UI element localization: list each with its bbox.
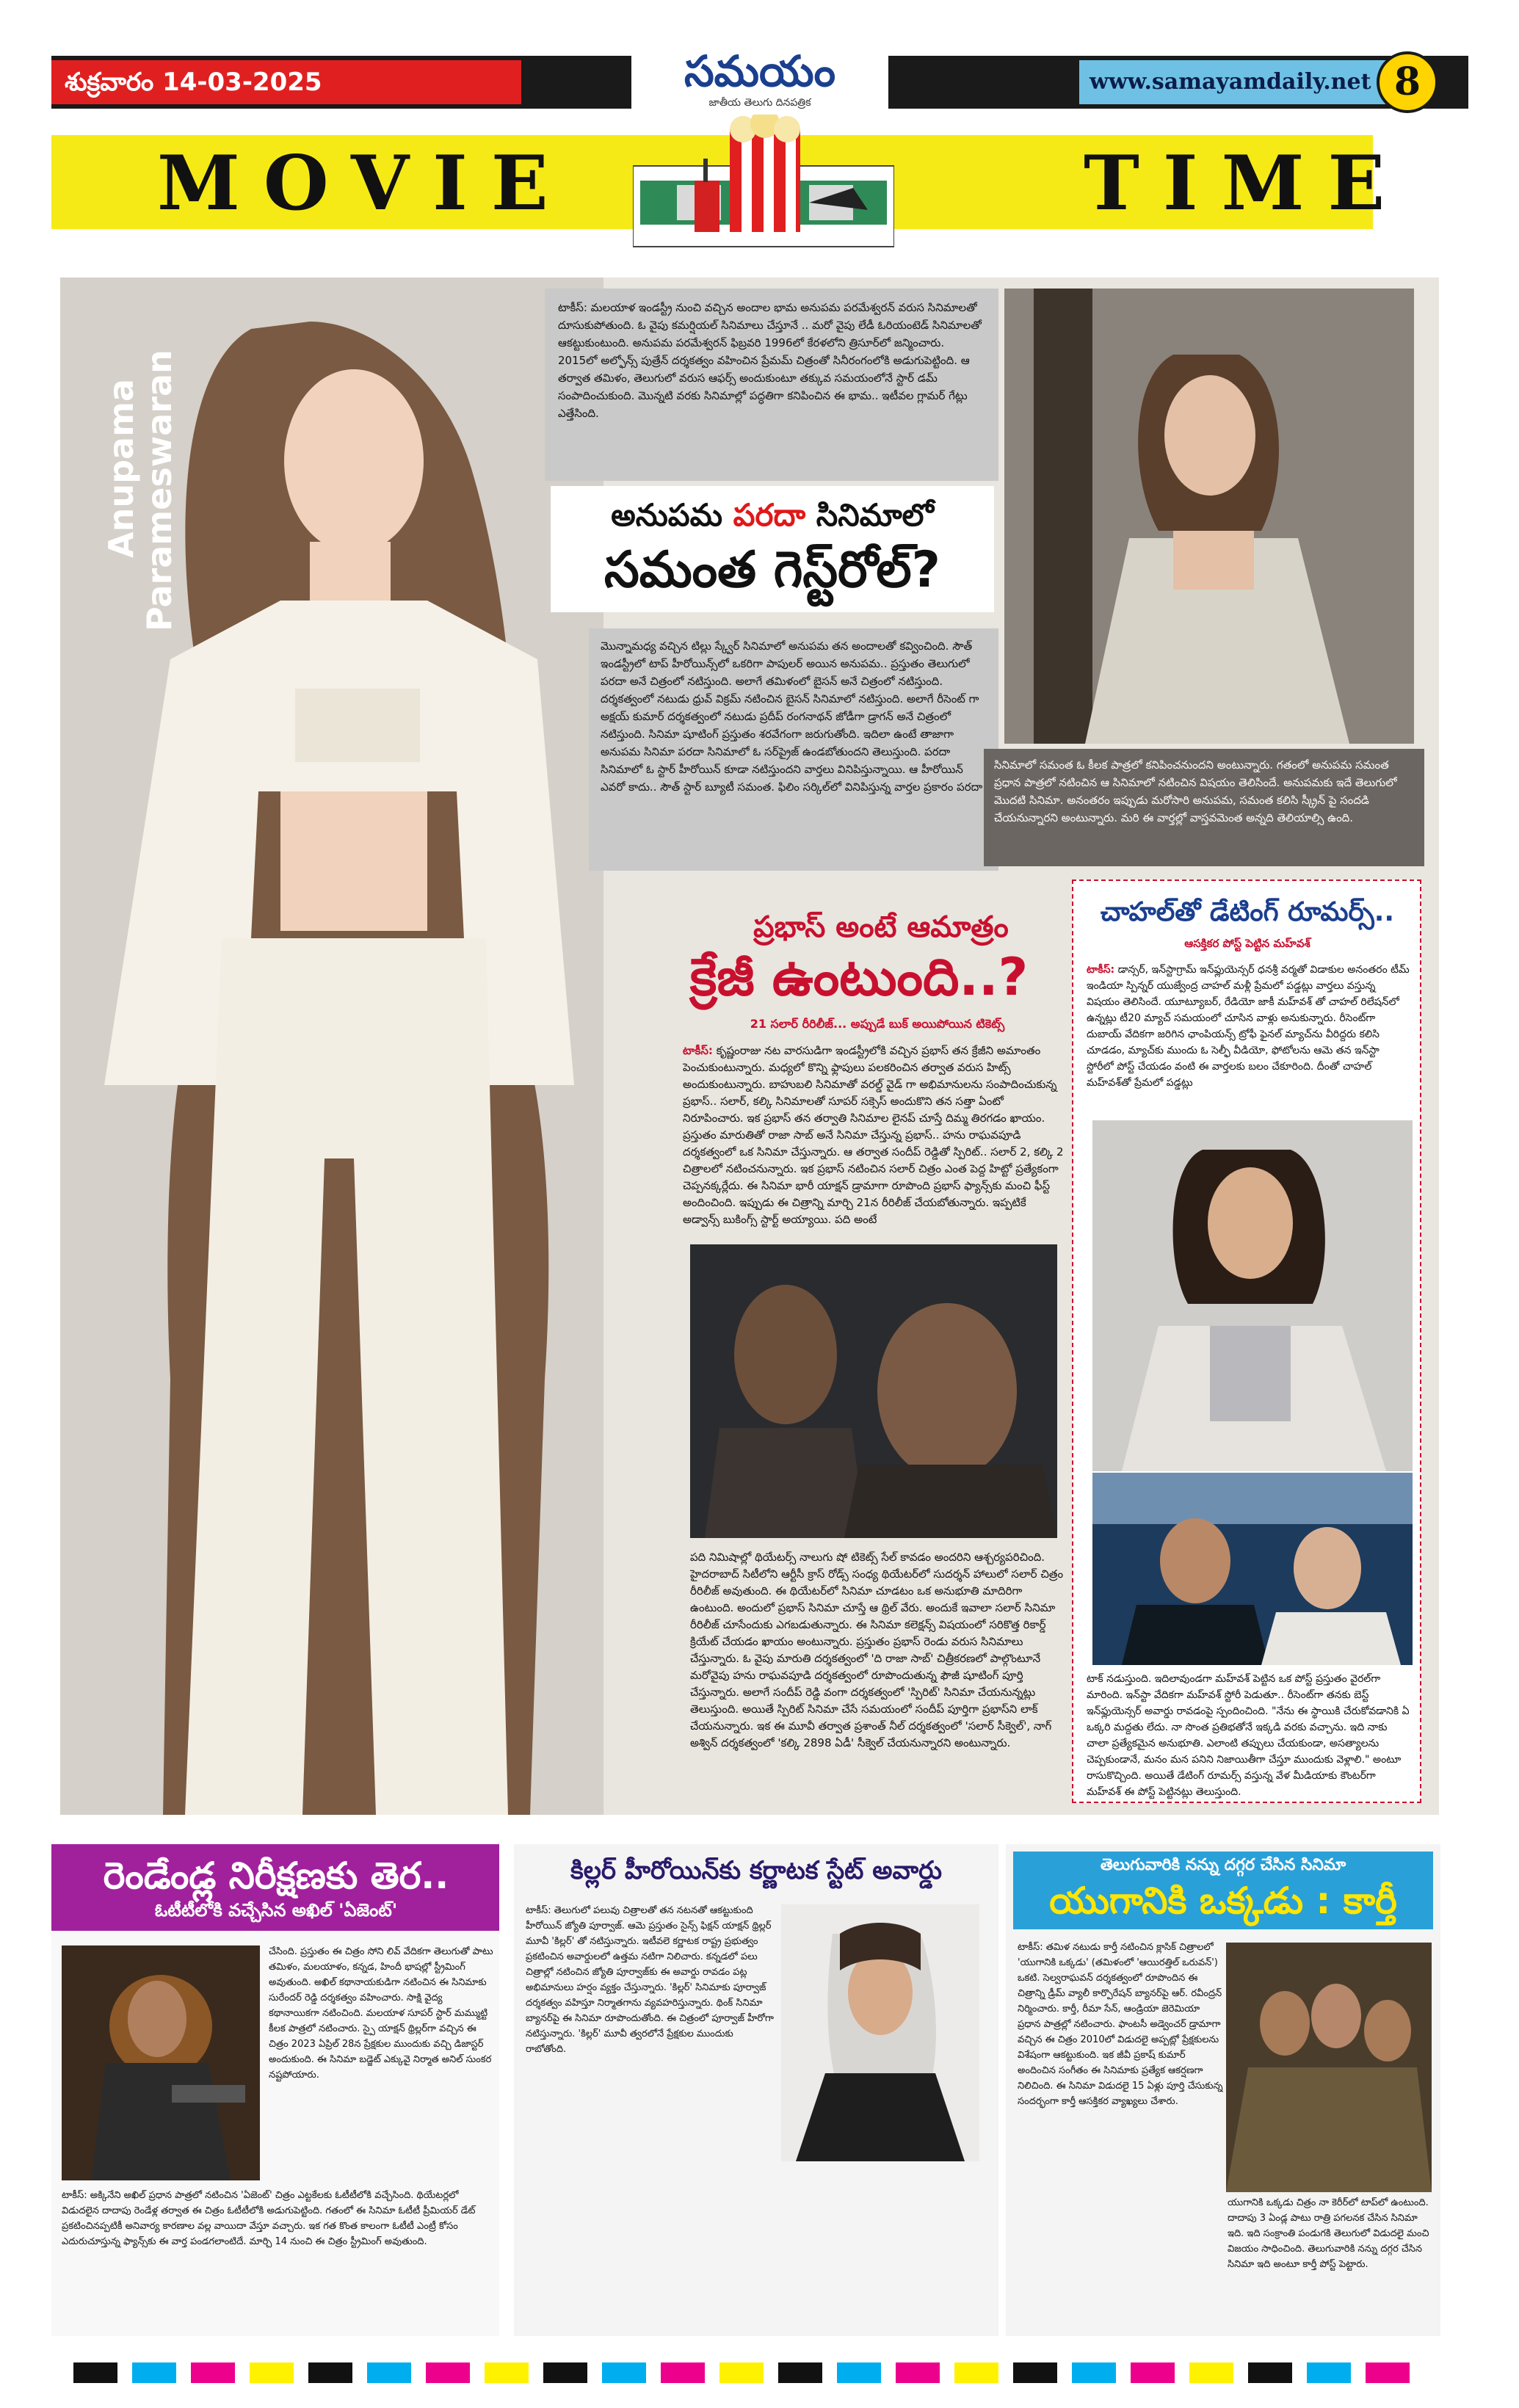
akhil-body-bottom: టాకీస్: అక్కినేని అఖిల్ ప్రధాన పాత్రలో నటించిన 'ఏజెంట్' చిత్రం ఎట్టకేలకు ఓటీటీలోకి వచ్చేసింది. థియేటర్లలో విడుదలైన దాదాపు రెండేళ్ల తర్వాత ఈ చిత్రం ఓటీటీలోకి అడుగుపెట్టింది. గతంలో ఈ సినిమా ఓటీటీ ప్రీమియర్ డేట్ ప్రకటించినప్పటికీ అనివార్య కారణాల వల్ల వాయిదా వేస్తూ వచ్చారు. ఇక గత కొంత కాలంగా ఓటీటీ ఎంట్రీ కోసం ఎదురుచూస్తున్న ఫ్యాన్స్‌కు ఈ వార్త పండగలాంటిదే. మార్చి 14 నుంచి ఈ చిత్రం స్ట్రీమింగ్ అవుతుంది.	[62, 2190, 476, 2247]
prabhas-body-1	[683, 1042, 1065, 1241]
prabhas-body-2: పది నిమిషాల్లో థియేటర్స్ నాలుగు షో టికెట్స్ సేల్ కావడం అందరిని ఆశ్చర్యపరిచింది. హైదరాబాద్ సిటీలోని ఆర్టీసీ క్రాస్ రోడ్స్ సంధ్య థియేటర్‌లో సుదర్శన్ హాలులో సలార్ చిత్రం రీరిలీజ్ అవుతుంది. ఈ థియేటర్‌లో సినిమా చూడటం ఒక అనుభూతి మాదిరిగా ఉంటుంది. అందులో ప్రభాస్ సినిమా చూస్తే ఆ థ్రిల్ వేరు. అందుకే ఇవాలా సలార్ సినిమా రీరిలీజ్ చూసేందుకు ఎగబడుతున్నారు. ఈ సినిమా కలెక్షన్స్ విషయంలో సరికొత్త రికార్డ్ క్రియేట్ చేయడం ఖాయం అంటున్నారు. ప్రస్తుతం ప్రభాస్ రెండు వరుస సినిమాలు చేస్తున్నారు. ఓ వైపు మారుతి దర్శకత్వంలో 'ది రాజా సాబ్' చిత్రీకరణలో పాల్గొంటూనే మరోవైపు హను రాఘవపూడి దర్శకత్వంలో రూపొందుతున్న ఫౌజీ షూటింగ్ పూర్తి చేస్తున్నారు. అలాగే సందీప్ రెడ్డి వంగా దర్శకత్వంలో 'స్పిరిట్' సినిమా చేయనున్నట్లు తెలుస్తుంది. అయితే స్పిరిట్ సినిమా చేసే సమయంలో సందీప్ పూర్తిగా ప్రభాస్‌ని లాక్ చేయనున్నారు. ఇక ఈ మూవీ తర్వాత ప్రశాంత్ నీల్ దర్శకత్వంలో 'సలార్ సీక్వెల్', నాగ్ అశ్విన్ దర్శకత్వంలో 'కల్కి 2898 ఏడీ' సీక్వెల్ చేయనున్నారని అంటున్నారు.	[690, 1551, 1064, 1749]
anupama-intro-text: టాకీస్: మలయాళ ఇండస్ట్రీ నుంచి వచ్చిన అందాల భామ అనుపమ పరమేశ్వరన్ వరుస సినిమాలతో దూసుకుపోతుంది. ఓ వైపు కమర్షియల్ సినిమాలు చేస్తూనే .. మరో వైపు లేడీ ఓరియంటెడ్ సినిమాలతో ఆకట్టుకుంటుంది. అనుపమ పరమేశ్వరన్ ఫిబ్రవరి 1996లో కేరళలోని త్రిసూర్‌లో జన్మించారు. 2015లో అల్ఫోన్స్ పుత్రేన్ దర్శకత్వం వహించిన ప్రేమమ్ చిత్రంతో సినీరంగంలోకి అడుగుపెట్టింది. ఆ తర్వాత తమిళం, తెలుగులో వరుస ఆఫర్స్ అందుకుంటూ తక్కువ సమయంలోనే స్టార్ డమ్ సంపాదించుకుంది. మొన్నటి వరకు సినిమాల్లో పద్ధతిగా కనిపించిన ఈ భామ.. ఇటీవల గ్లామర్ గేట్లు ఎత్తేసింది.	[545, 289, 998, 481]
akhil-headline: రెండేండ్ల నిరీక్షణకు తెర..	[103, 1854, 449, 1897]
logo-name: సమయం	[684, 46, 836, 96]
akhil-subhead: ఓటీటీలోకి వచ్చేసిన అఖిల్ 'ఏజెంట్'	[154, 1900, 398, 1921]
printer-registration-strip	[73, 2358, 1439, 2387]
karthi-headline: యుగానికి ఒక్కడు : కార్తీ	[1049, 1879, 1397, 1922]
issue-date: శుక్రవారం 14-03-2025	[51, 60, 521, 104]
hero-name-label	[72, 345, 189, 639]
samantha-caption: సినిమాలో సమంత ఓ కీలక పాత్రలో కనిపించనుందని అంటున్నారు. గతంలో అనుపమ సమంత ప్రధాన పాత్రలో నటించిన ఆ సినిమాలో నటించిన విషయం తెలిసిందే. అనుపమకు ఇదే తెలుగులో మొదటి సినిమా. అనంతరం ఇప్పుడు మరోసారి అనుపమ, సమంత కలిసి స్క్రీన్ పై సందడి చేయనున్నారని అంటున్నారు. మరి ఈ వార్తల్లో వాస్తవమెంత అన్నది తెలియాల్సి ఉంది.	[984, 749, 1424, 866]
samantha-photo	[1004, 289, 1414, 744]
prabhas-kicker: ప్రభాస్ అంటే ఆమాత్రం	[753, 910, 1009, 944]
prabhas-subhead: 21 సలార్ రీరిలీజ్... అప్పుడే బుక్ అయిపోయిన టికెట్స్	[750, 1017, 1005, 1031]
karthi-kicker: తెలుగువారికి నన్ను దగ్గర చేసిన సినిమా	[1100, 1856, 1346, 1874]
headline-pre: అనుపమ	[611, 497, 723, 533]
jyothi-poorvaj-photo	[781, 1904, 979, 2161]
headline-main: సమంత గెస్ట్‌రోల్?	[604, 541, 940, 599]
anupama-body-text: మొన్నామధ్య వచ్చిన టిల్లు స్క్వేర్ సినిమాలో అనుపమ తన అందాలతో కవ్వించింది. సౌత్ ఇండస్ట్రీలో టాప్ హీరోయిన్స్‌లో ఒకరిగా పాపులర్ అయిన అనుపమ.. ప్రస్తుతం తెలుగులో పరదా అనే చిత్రంలో నటిస్తుంది. అలాగే తమిళంలో బైసన్ అనే చిత్రంలో నటిస్తుంది. దర్శకత్వంలో నటుడు ధ్రువ్ విక్రమ్ నటించిన బైసన్ సినిమాలో నటిస్తుంది. అలాగే రీసెంట్ గా అక్షయ్ కుమార్ దర్శకత్వంలో నటుడు ప్రదీప్ రంగనాథన్ జోడీగా డ్రాగన్ అనే చిత్రంలో నటిస్తుంది. సినిమా షూటింగ్ ప్రస్తుతం శరవేగంగా జరుగుతోంది. ఇదిలా ఉంటే తాజాగా అనుపమ సినిమా పరదా సినిమాలో ఓ సర్‌ప్రైజ్ ఉండబోతుందని తెలుస్తుంది. పరదా సినిమాలో ఓ స్టార్ హీరోయిన్ కూడా నటిస్తుందని వార్తలు వినిపిస్తున్నాయి. ఆ హీరోయిన్ ఎవరో కాదు.. సౌత్ స్టార్ బ్యూటీ సమంత. ఫిలిం సర్కిల్‌లో వినిపిస్తున్న వార్తల ప్రకారం పరదా	[589, 628, 998, 871]
chahal-subhead: ఆసక్తికర పోస్ట్ పెట్టిన మహ్‌వశ్	[1184, 937, 1310, 950]
chahal-mahvash-stadium-photo	[1092, 1473, 1413, 1665]
banner-word-movie: MOVIE	[157, 139, 572, 228]
akhil-body-right: చేసింది. ప్రస్తుతం ఈ చిత్రం సోని లివ్ వేదికగా తెలుగుతో పాటు తమిళం, మలయాళం, కన్నడ, హిందీ భాషల్లో స్ట్రీమింగ్ అవుతుంది. అఖిల్ కథానాయకుడిగా నటించిన ఈ సినిమాకు సురేందర్ రెడ్డి దర్శకత్వం వహించారు. సాక్షి వైద్య కథానాయికగా నటించింది. మలయాళ సూపర్ స్టార్ మమ్ముట్టి కీలక పాత్రలో నటించారు. స్పై యాక్షన్ థ్రిల్లర్‌గా వచ్చిన ఈ చిత్రం 2023 ఏప్రిల్ 28న ప్రేక్షకుల ముందుకు వచ్చి డిజాస్టర్ అందుకుంది. ఈ సినిమా బడ్జెట్ ఎక్కువై నిర్మాత అనిల్ సుంకర నష్టపోయారు.	[269, 1946, 493, 2081]
prabhas-byline: టాకీస్:	[683, 1044, 713, 1057]
salaar-still-photo	[690, 1244, 1057, 1538]
hero-name-first: Anupama	[101, 378, 141, 558]
chahal-headline: చాహల్‌తో డేటింగ్ రూమర్స్..	[1100, 897, 1395, 927]
page-number: 8	[1377, 51, 1438, 113]
chahal-body-2: టాక్ నడుస్తుంది. ఇదిలావుండగా మహ్‌వశ్ పెట్టిన ఒక పోస్ట్ ప్రస్తుతం వైరల్‌గా మారింది. ఇన్‌స్టా వేదికగా మహ్‌వశ్ స్టోరీ పెడుతూ.. రీసెంట్‌గా తనకు బెస్ట్ ఇన్‌ఫ్లుయెన్సర్ అవార్డు రావడంపై స్పందించింది. "నేను ఈ స్థాయికి చేరుకోవడానికి ఏ ఒక్కరి మద్దతు లేదు. నా సొంత ప్రతిభతోనే ఇక్కడి వరకు వచ్చాను. ఇది నాకు చాలా ప్రత్యేకమైన అనుభూతి. ఎలాంటి తప్పులు చేయకుండా, అసత్యాలను చెప్పకుండానే, మనం మన పనిని నిజాయితీగా చేస్తూ ముందుకు వెళ్లాలి." అంటూ రాసుకొచ్చింది. అయితే డేటింగ్ రూమర్స్ వస్తున్న వేళ మీడియాకు కౌంటర్‌గా మహ్‌వశ్ ఈ పోస్ట్ పెట్టినట్లు తెలుస్తుంది.	[1087, 1673, 1410, 1798]
killer-headline: కిల్లర్ హీరోయిన్‌కు కర్ణాటక స్టేట్ అవార్డు	[570, 1856, 943, 1885]
prabhas-headline: క్రేజీ ఉంటుంది..?	[689, 947, 1029, 1007]
hero-name-second: Parameswaran	[139, 349, 179, 631]
yuganiki-okkadu-still-photo	[1226, 1943, 1432, 2192]
chahal-body-1-text: డాన్సర్, ఇన్‌స్టాగ్రామ్ ఇన్‌ఫ్లుయెన్సర్ ధనశ్రీ వర్మతో విడాకుల అనంతరం టీమ్ ఇండియా స్పిన్నర్ యుజ్వేంద్ర చాహల్ మళ్లీ ప్రేమలో పడ్డట్లు వార్తలు వస్తున్న విషయం తెలిసిందే. యూట్యూబర్, రేడియో జాకీ మహ్‌వశ్ తో చాహల్ రిలేషన్‌లో ఉన్నట్లు టీ20 మ్యాచ్ సమయంలో చూసిన వాళ్లు అనుకున్నారు. రీసెంట్‌గా దుబాయ్ వేదికగా జరిగిన ఛాంపియన్స్ ట్రోఫీ ఫైనల్ మ్యాచ్‌ను వీరిద్దరు కలిసి చూడడం, మ్యాచ్‌కు ముందు ఓ సెల్ఫీ వీడియో, ఫోటోలను ఆమె తన ఇన్‌స్టా స్టోరీలో పోస్ట్ చేయడం వంటి ఈ వార్తలకు బలం చేకూరింది. దీంతో చాహల్ మహ్‌వశ్‌తో ప్రేమలో పడ్డట్లు	[1087, 964, 1410, 1089]
anupama-headline	[551, 486, 994, 612]
mahvash-photo	[1092, 1120, 1413, 1471]
headline-post: సినిమాలో	[816, 497, 934, 533]
website-link[interactable]: www.samayamdaily.net	[1079, 60, 1388, 104]
agent-poster-photo	[62, 1945, 260, 2180]
chahal-byline: టాకీస్:	[1087, 964, 1115, 976]
headline-highlight: పరదా	[733, 497, 806, 533]
newspaper-logo[interactable]	[631, 46, 888, 125]
karthi-body-right: యుగానికి ఒక్కడు చిత్రం నా కెరీర్‌లో టాప్‌లో ఉంటుంది. దాదాపు 3 ఏండ్ల పాటు రాత్రి పగలనక చేసిన సినిమా ఇది. ఇది సంక్రాంతి పండుగకి తెలుగులో విడుదలై మంచి విజయం సాధించింది. తెలుగువారికి నన్ను దగ్గర చేసిన సినిమా ఇది అంటూ కార్తీ పోస్ట్ పెట్టారు.	[1228, 2197, 1429, 2270]
chahal-body-1	[1087, 962, 1410, 1116]
karthi-body-left: టాకీస్: తమిళ నటుడు కార్తీ నటించిన క్లాసిక్ చిత్రాలలో 'యుగానికి ఒక్కడు' (తమిళంలో 'ఆయిరత్తిల్ ఒరువన్') ఒకటి. సెల్వరాఘవన్ దర్శకత్వంలో రూపొందిన ఈ చిత్రాన్ని డ్రీమ్ వ్యాలీ కార్పొరేషన్ బ్యానర్‌పై ఆర్. రవీంద్రన్ నిర్మించారు. కార్తీ, రీమా సేన్, ఆండ్రియా జెరెమియా ప్రధాన పాత్రల్లో నటించారు. ఫాంటసీ అడ్వెంచర్ డ్రామాగా వచ్చిన ఈ చిత్రం 2010లో విడుదలై అప్పట్లో ప్రేక్షకులను విశేషంగా ఆకట్టుకుంది. ఇక జీవీ ప్రకాష్ కుమార్ అందించిన సంగీతం ఈ సినిమాకు ప్రత్యేక ఆకర్షణగా నిలిచింది. ఈ సినిమా విడుదలై 15 ఏళ్లు పూర్తి చేసుకున్న సందర్భంగా కార్తీ ఆసక్తికర వ్యాఖ్యలు చేశారు.	[1018, 1942, 1223, 2107]
prabhas-body-1-text: కృష్ణంరాజు నట వారసుడిగా ఇండస్ట్రీలోకి వచ్చిన ప్రభాస్ తన క్రేజీని అమాంతం పెంచుకుంటున్నారు. మధ్యలో కొన్ని ఫ్లాపులు పలకరించిన తర్వాత వరుస హిట్స్ అందుకుంటున్నారు. బాహుబలి సినిమాతో వరల్డ్ వైడ్ గా అభిమానులను సంపాదించుకున్న ప్రభాస్.. సలార్, కల్కి సినిమాలతో సూపర్ సక్సెస్ అందుకొని తన సత్తా ఏంటో నిరూపించారు. ఇక ప్రభాస్ తన తర్వాతి సినిమాల లైనప్ చూస్తే దిమ్మ తిరగడం ఖాయం. ప్రస్తుతం మారుతితో రాజా సాబ్ అనే సినిమా చేస్తున్న ప్రభాస్.. హను రాఘవపూడి దర్శకత్వంలో ఒక సినిమా చేస్తున్నారు. ఆ తర్వాత సందీప్ రెడ్డితో స్పిరిట్.. సలార్ 2, కల్కి 2 చిత్రాలలో నటించనున్నారు. ఇక ప్రభాస్ నటించిన సలార్ చిత్రం ఎంత పెద్ద హిట్టో ప్రత్యేకంగా చెప్పనక్కర్లేదు. ఈ సినిమా భారీ యాక్షన్ డ్రామాగా రూపొంది ప్రభాస్ ఫ్యాన్స్‌కు మంచి ఫీస్ట్ అందించింది. ఇప్పుడు ఈ చిత్రాన్ని మార్చి 21న రీరిలీజ్ చేయబోతున్నారు. ఇప్పటికే అడ్వాన్స్ బుకింగ్స్ స్టార్ట్ అయ్యాయి. పది అంటే	[683, 1044, 1064, 1226]
banner-word-time: TIME	[1084, 139, 1409, 228]
popcorn-film-icon	[633, 115, 894, 261]
killer-body: టాకీస్: తెలుగులో పలువు చిత్రాలతో తన నటనతో ఆకట్టుకుంది హీరోయిన్ జ్యోతి పూర్వాజ్. ఆమె ప్రస్తుతం సైన్స్ ఫిక్షన్ యాక్షన్ థ్రిల్లర్ మూవీ 'కిల్లర్' తో నటిస్తున్నారు. ఇటీవలె కర్ణాటక రాష్ట్ర ప్రభుత్వం ప్రకటించిన అవార్డులలో ఉత్తమ నటిగా నిలిచారు. కన్నడలో పలు చిత్రాల్లో నటించిన జ్యోతి పూర్వాజ్‌కు ఈ అవార్డు రావడం పట్ల అభిమానులు హర్షం వ్యక్తం చేస్తున్నారు. 'కిల్లర్' సినిమాకు పూర్వాజ్ దర్శకత్వం వహిస్తూ నిర్మాతగాను వ్యవహరిస్తున్నారు. థింక్ సినిమా బ్యానర్‌పై ఈ సినిమా రూపొందుతోంది. ఈ చిత్రంలో పూర్వాజ్ హీరోగా నటిస్తున్నారు. 'కిల్లర్' మూవీ త్వరలోనే ప్రేక్షకుల ముందుకు రాబోతోంది.	[526, 1905, 774, 2055]
logo-tagline: జాతీయ తెలుగు దినపత్రిక	[708, 97, 811, 109]
